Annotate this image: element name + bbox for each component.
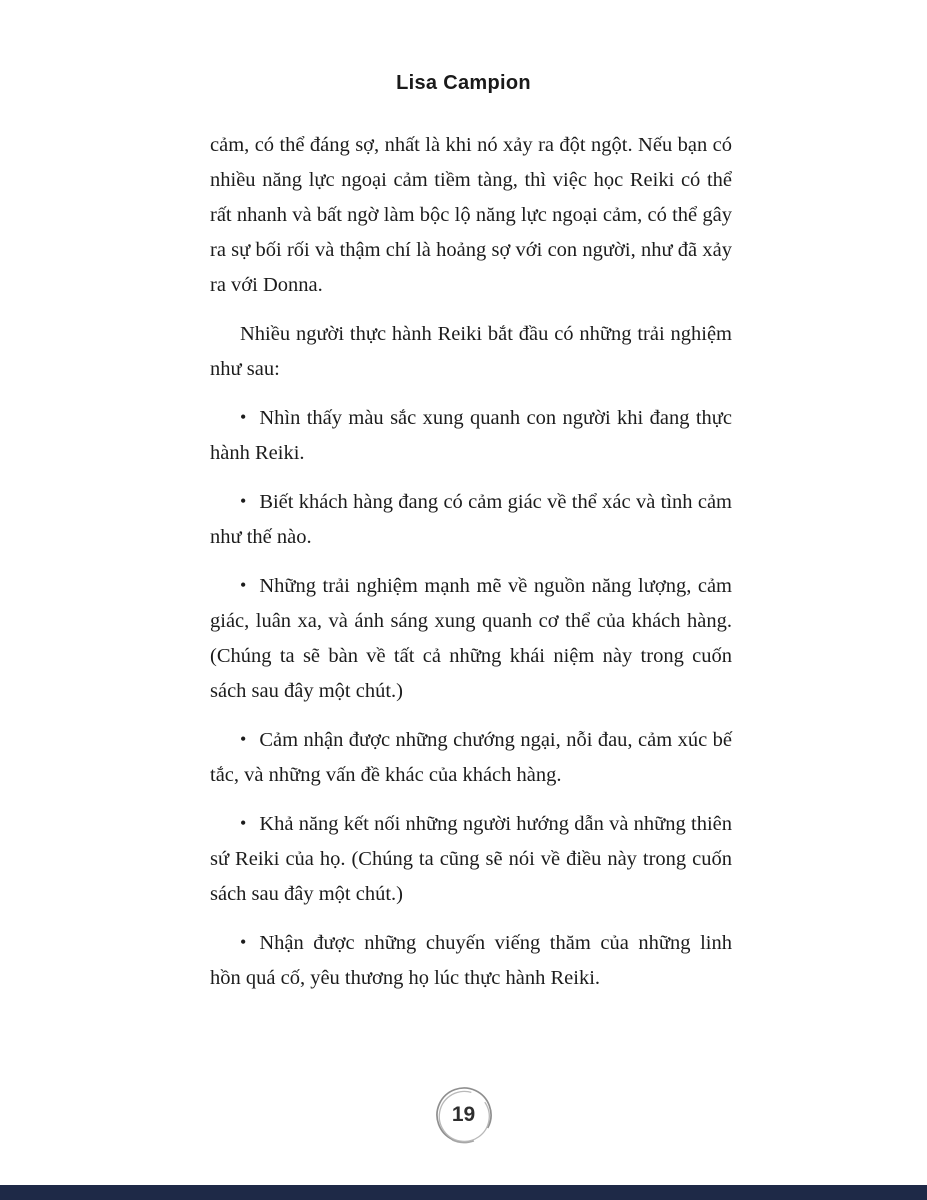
paragraph <box>210 317 732 387</box>
page-body <box>210 128 732 1010</box>
bottom-bar <box>0 1185 927 1200</box>
bullet-item <box>210 401 732 471</box>
paragraph-text: Nhìn thấy màu sắc xung quanh con người khi đang thực hành Reiki. <box>210 407 732 464</box>
paragraph-text: Cảm nhận được những chướng ngại, nỗi đau, cảm xúc bế tắc, và những vấn đề khác của khách hàng. <box>210 729 732 786</box>
paragraph-text: cảm, có thể đáng sợ, nhất là khi nó xảy ra đột ngột. Nếu bạn có nhiều năng lực ngoại cảm tiềm tàng, thì việc học Reiki có thể rất nhanh và bất ngờ làm bộc lộ năng lực ngoại cảm, có thể gây ra sự bối rối và thậm chí là hoảng sợ với con người, như đã xảy ra với Donna. <box>210 134 732 296</box>
bullet-item <box>210 926 732 996</box>
running-head-author: Lisa Campion <box>396 72 531 94</box>
bullet-marker: • <box>240 491 247 511</box>
paragraph <box>210 128 732 303</box>
bullet-marker: • <box>240 407 247 427</box>
bullet-item <box>210 723 732 793</box>
bullet-marker: • <box>240 729 247 749</box>
page-number-badge <box>430 1082 498 1150</box>
paragraph-text: Những trải nghiệm mạnh mẽ về nguồn năng lượng, cảm giác, luân xa, và ánh sáng xung quanh cơ thể của khách hàng. (Chúng ta sẽ bàn về tất cả những khái niệm này trong cuốn sách sau đây một chút.) <box>210 575 732 702</box>
bullet-marker: • <box>240 932 247 952</box>
bullet-marker: • <box>240 813 247 833</box>
bullet-item <box>210 569 732 709</box>
bullet-marker: • <box>240 575 247 595</box>
paragraph-text: Khả năng kết nối những người hướng dẫn và những thiên sứ Reiki của họ. (Chúng ta cũng sẽ nói về điều này trong cuốn sách sau đây một chút.) <box>210 813 732 905</box>
bullet-item <box>210 485 732 555</box>
bullet-item <box>210 807 732 912</box>
paragraph-text: Biết khách hàng đang có cảm giác về thể xác và tình cảm như thế nào. <box>210 491 732 548</box>
paragraph-text: Nhiều người thực hành Reiki bắt đầu có những trải nghiệm như sau: <box>210 323 732 380</box>
paragraph-text: Nhận được những chuyến viếng thăm của những linh hồn quá cố, yêu thương họ lúc thực hành Reiki. <box>210 932 732 989</box>
page-number: 19 <box>451 1103 476 1126</box>
